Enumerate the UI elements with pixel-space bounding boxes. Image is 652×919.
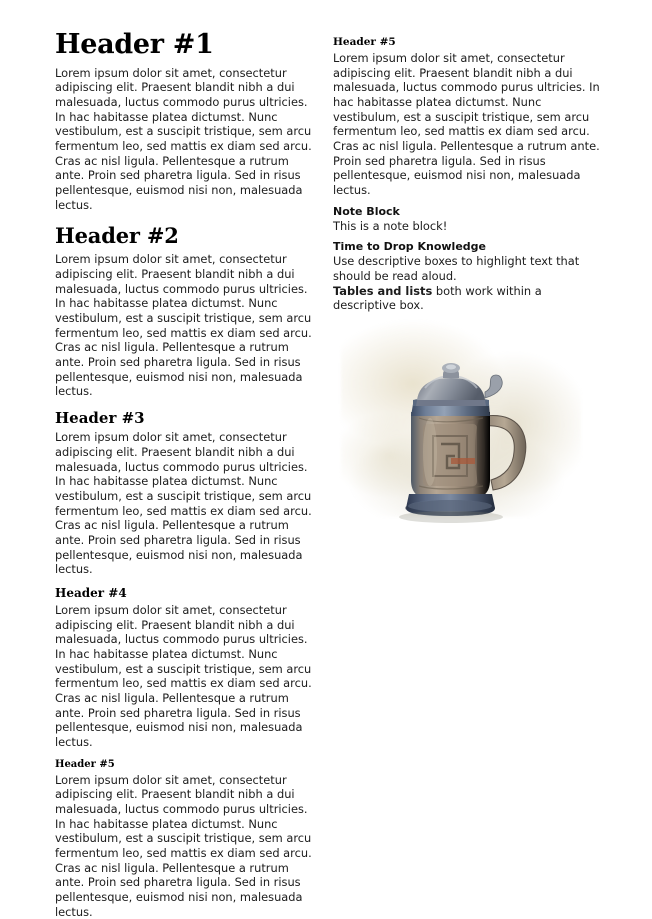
paragraph-5: Lorem ipsum dolor sit amet, consectetur adipiscing elit. Praesent blandit nibh a dui malesuada, luctus commodo purus ultricies. In hac habitasse platea dictumst. Nunc vestibulum, est a suscipit tristique, sem arcu fermentum leo, sed mattis ex diam sed arcu. Cras ac nisl ligula. Pellentesque a rutrum ante. Proin sed pharetra ligula. Sed in risus pellentesque, euismod nisi non, malesuada lectus. <box>55 772 312 919</box>
right-heading-5: Header #5 <box>333 36 396 48</box>
heading-5: Header #5 <box>55 758 115 770</box>
drop-block-text: Use descriptive boxes to highlight text that should be read aloud. <box>333 254 580 283</box>
right-column <box>333 36 601 313</box>
beer-stein-svg <box>333 300 601 530</box>
descriptive-note-lead: Tables and lists <box>333 283 433 298</box>
heading-4: Header #4 <box>55 585 127 600</box>
paragraph-4: Lorem ipsum dolor sit amet, consectetur adipiscing elit. Praesent blandit nibh a dui malesuada, luctus commodo purus ultricies. In hac habitasse platea dictumst. Nunc vestibulum, est a suscipit tristique, sem arcu fermentum leo, sed mattis ex diam sed arcu. Cras ac nisl ligula. Pellentesque a rutrum ante. Proin sed pharetra ligula. Sed in risus pellentesque, euismod nisi non, malesuada lectus. <box>55 603 312 750</box>
heading-1: Header #1 <box>55 29 214 60</box>
beer-stein-illustration <box>333 300 601 530</box>
descriptive-note-rest: both work within a descriptive box. <box>333 283 542 313</box>
paragraph-2: Lorem ipsum dolor sit amet, consectetur adipiscing elit. Praesent blandit nibh a dui malesuada, luctus commodo purus ultricies. In hac habitasse platea dictumst. Nunc vestibulum, est a suscipit tristique, sem arcu fermentum leo, sed mattis ex diam sed arcu. Cras ac nisl ligula. Pellentesque a rutrum ante. Proin sed pharetra ligula. Sed in risus pellentesque, euismod nisi non, malesuada lectus. <box>55 252 312 399</box>
heading-3: Header #3 <box>55 408 145 427</box>
paragraph-1: Lorem ipsum dolor sit amet, consectetur adipiscing elit. Praesent blandit nibh a dui malesuada, luctus commodo purus ultricies. In hac habitasse platea dictumst. Nunc vestibulum, est a suscipit tristique, sem arcu fermentum leo, sed mattis ex diam sed arcu. Cras ac nisl ligula. Pellentesque a rutrum ante. Proin sed pharetra ligula. Sed in risus pellentesque, euismod nisi non, malesuada lectus. <box>55 65 312 212</box>
note-block-text: This is a note block! <box>333 218 448 233</box>
left-column <box>55 30 313 919</box>
paragraph-3: Lorem ipsum dolor sit amet, consectetur adipiscing elit. Praesent blandit nibh a dui malesuada, luctus commodo purus ultricies. In hac habitasse platea dictumst. Nunc vestibulum, est a suscipit tristique, sem arcu fermentum leo, sed mattis ex diam sed arcu. Cras ac nisl ligula. Pellentesque a rutrum ante. Proin sed pharetra ligula. Sed in risus pellentesque, euismod nisi non, malesuada lectus. <box>55 430 312 577</box>
heading-2: Header #2 <box>55 223 179 249</box>
note-block-title: Note Block <box>333 204 400 218</box>
drop-block-title: Time to Drop Knowledge <box>333 240 487 254</box>
right-paragraph: Lorem ipsum dolor sit amet, consectetur adipiscing elit. Praesent blandit nibh a dui malesuada, luctus commodo purus ultricies. In hac habitasse platea dictumst. Nunc vestibulum, est a suscipit tristique, sem arcu fermentum leo, sed mattis ex diam sed arcu. Cras ac nisl ligula. Pellentesque a rutrum ante. Proin sed pharetra ligula. Sed in risus pellentesque, euismod nisi non, malesuada lectus. <box>333 51 600 197</box>
